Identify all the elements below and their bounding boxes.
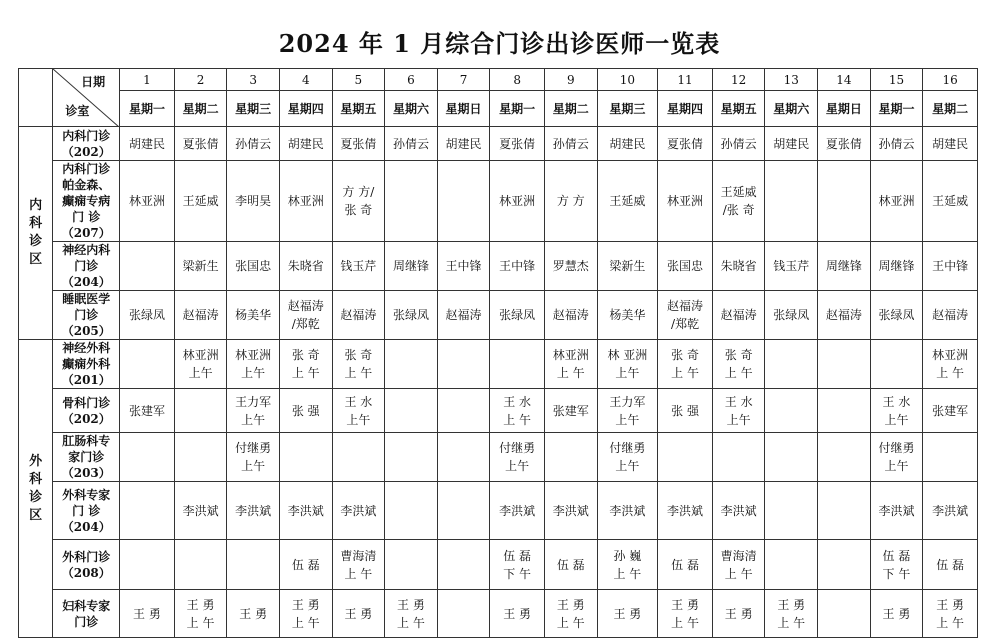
weekday-cell: 星期六 [385, 91, 438, 127]
doctor-cell [490, 340, 545, 389]
doctor-cell: 夏张倩 [332, 127, 385, 161]
doctor-cell: 胡建民 [279, 127, 332, 161]
dept-name-cell: 外科门诊 （208） [53, 540, 120, 590]
doctor-cell [437, 161, 490, 242]
doctor-cell: 伍 磊 [279, 540, 332, 590]
weekday-cell: 星期一 [120, 91, 175, 127]
doctor-cell: 朱晓省 [712, 242, 765, 291]
doctor-cell: 张绿凤 [870, 291, 923, 340]
doctor-cell: 张绿凤 [490, 291, 545, 340]
doctor-cell [437, 540, 490, 590]
weekday-cell: 星期五 [712, 91, 765, 127]
area-name: 外科诊区 [29, 453, 43, 523]
date-cell: 7 [437, 69, 490, 91]
doctor-cell: 王 勇 [120, 590, 175, 638]
doctor-cell: 李洪斌 [490, 482, 545, 540]
doctor-cell: 赵福涛 [544, 291, 597, 340]
weekday-cell: 星期五 [332, 91, 385, 127]
doctor-cell: 周继锋 [385, 242, 438, 291]
doctor-cell: 付继勇 上午 [490, 433, 545, 482]
weekday-cell: 星期二 [174, 91, 227, 127]
doctor-cell [765, 340, 818, 389]
doctor-cell: 张国忠 [227, 242, 280, 291]
doctor-cell [385, 340, 438, 389]
doctor-cell [174, 433, 227, 482]
doctor-cell: 赵福涛 [332, 291, 385, 340]
doctor-cell [437, 433, 490, 482]
doctor-cell: 林亚洲 [870, 161, 923, 242]
doctor-cell: 孙倩云 [712, 127, 765, 161]
area-name: 内科诊区 [29, 198, 43, 267]
doctor-cell: 孙倩云 [870, 127, 923, 161]
doctor-cell: 周继锋 [818, 242, 871, 291]
date-cell: 12 [712, 69, 765, 91]
doctor-cell: 赵福涛 [818, 291, 871, 340]
doctor-cell: 孙倩云 [544, 127, 597, 161]
date-cell: 3 [227, 69, 280, 91]
doctor-cell: 曹海清 上 午 [712, 540, 765, 590]
doctor-cell: 赵福涛 [437, 291, 490, 340]
doctor-cell [120, 482, 175, 540]
doctor-cell: 李洪斌 [279, 482, 332, 540]
doctor-cell: 胡建民 [923, 127, 978, 161]
doctor-cell: 孙倩云 [385, 127, 438, 161]
doctor-cell: 王力军 上午 [227, 389, 280, 433]
doctor-cell: 伍 磊 [923, 540, 978, 590]
doctor-cell [658, 433, 713, 482]
doctor-cell: 付继勇 上午 [870, 433, 923, 482]
doctor-cell [120, 433, 175, 482]
doctor-cell [437, 482, 490, 540]
date-cell: 1 [120, 69, 175, 91]
doctor-cell: 王中锋 [490, 242, 545, 291]
doctor-cell [437, 389, 490, 433]
header-blank-cell [19, 69, 53, 127]
doctor-cell: 孙 巍 上 午 [597, 540, 658, 590]
doctor-cell [818, 161, 871, 242]
doctor-cell: 王 勇 上 午 [544, 590, 597, 638]
date-cell: 5 [332, 69, 385, 91]
doctor-cell [437, 340, 490, 389]
doctor-cell: 王 勇 [227, 590, 280, 638]
area-cell [19, 127, 53, 340]
doctor-cell: 罗慧杰 [544, 242, 597, 291]
schedule-table [18, 68, 978, 638]
dept-name-cell: 外科专家 门 诊 （204） [53, 482, 120, 540]
doctor-cell: 胡建民 [597, 127, 658, 161]
dept-name-cell: 骨科门诊 （202） [53, 389, 120, 433]
doctor-cell: 王 水 上午 [332, 389, 385, 433]
doctor-cell: 朱晓省 [279, 242, 332, 291]
doctor-cell: 夏张倩 [490, 127, 545, 161]
doctor-cell: 王 勇 上 午 [174, 590, 227, 638]
doctor-cell: 王 勇 上 午 [658, 590, 713, 638]
date-cell: 9 [544, 69, 597, 91]
weekday-cell: 星期一 [490, 91, 545, 127]
doctor-cell: 李洪斌 [544, 482, 597, 540]
doctor-cell [818, 340, 871, 389]
doctor-cell: 王延威 [597, 161, 658, 242]
doctor-cell [765, 482, 818, 540]
doctor-cell: 夏张倩 [658, 127, 713, 161]
header-corner-cell [53, 69, 120, 127]
doctor-cell: 夏张倩 [174, 127, 227, 161]
doctor-cell: 李洪斌 [712, 482, 765, 540]
doctor-cell: 付继勇 上午 [227, 433, 280, 482]
doctor-cell: 林亚洲 [279, 161, 332, 242]
doctor-cell: 王延威 /张 奇 [712, 161, 765, 242]
doctor-cell [923, 433, 978, 482]
doctor-cell: 伍 磊 下 午 [490, 540, 545, 590]
doctor-cell [818, 482, 871, 540]
doctor-cell [174, 540, 227, 590]
doctor-cell [765, 433, 818, 482]
weekday-cell: 星期一 [870, 91, 923, 127]
date-cell: 2 [174, 69, 227, 91]
doctor-cell: 王 勇 上 午 [765, 590, 818, 638]
doctor-cell [385, 161, 438, 242]
dept-name-cell: 内科门诊 帕金森、 癫痫专病 门 诊 （207） [53, 161, 120, 242]
doctor-cell: 杨美华 [597, 291, 658, 340]
doctor-cell: 方 方 [544, 161, 597, 242]
doctor-cell [765, 389, 818, 433]
doctor-cell: 胡建民 [120, 127, 175, 161]
doctor-cell: 梁新生 [597, 242, 658, 291]
doctor-cell: 王 勇 上 午 [923, 590, 978, 638]
doctor-cell: 张建军 [923, 389, 978, 433]
date-cell: 14 [818, 69, 871, 91]
weekday-cell: 星期日 [437, 91, 490, 127]
date-label: 日期 [81, 75, 106, 89]
doctor-cell [174, 389, 227, 433]
doctor-cell: 李洪斌 [332, 482, 385, 540]
schedule-row [19, 340, 978, 389]
doctor-cell: 张建军 [544, 389, 597, 433]
doctor-cell: 李明昊 [227, 161, 280, 242]
doctor-cell: 张 奇 上 午 [658, 340, 713, 389]
doctor-cell: 王中锋 [437, 242, 490, 291]
doctor-cell: 伍 磊 下 午 [870, 540, 923, 590]
header-dates-row [19, 69, 978, 91]
date-cell: 13 [765, 69, 818, 91]
doctor-cell [870, 340, 923, 389]
date-cell: 6 [385, 69, 438, 91]
doctor-cell: 梁新生 [174, 242, 227, 291]
doctor-cell [712, 433, 765, 482]
dept-name-cell: 睡眠医学 门诊 （205） [53, 291, 120, 340]
doctor-cell: 张 奇 上 午 [279, 340, 332, 389]
doctor-cell: 赵福涛 [174, 291, 227, 340]
doctor-cell: 伍 磊 [544, 540, 597, 590]
doctor-cell: 李洪斌 [227, 482, 280, 540]
doctor-cell: 王 勇 上 午 [385, 590, 438, 638]
doctor-cell: 王 水 上午 [870, 389, 923, 433]
doctor-cell: 林亚洲 上午 [227, 340, 280, 389]
schedule-row [19, 242, 978, 291]
date-cell: 10 [597, 69, 658, 91]
date-cell: 15 [870, 69, 923, 91]
doctor-cell: 孙倩云 [227, 127, 280, 161]
dept-name-cell: 妇科专家 门诊 [53, 590, 120, 638]
doctor-cell: 李洪斌 [597, 482, 658, 540]
doctor-cell [765, 540, 818, 590]
doctor-cell: 王延威 [923, 161, 978, 242]
doctor-cell: 林亚洲 上 午 [544, 340, 597, 389]
doctor-cell: 王 勇 [490, 590, 545, 638]
doctor-cell: 林亚洲 [658, 161, 713, 242]
doctor-cell: 王 水 上 午 [490, 389, 545, 433]
header-weekday-row [19, 91, 978, 127]
doctor-cell [385, 482, 438, 540]
doctor-cell: 伍 磊 [658, 540, 713, 590]
weekday-cell: 星期二 [923, 91, 978, 127]
weekday-cell: 星期日 [818, 91, 871, 127]
doctor-cell: 王 勇 上 午 [279, 590, 332, 638]
doctor-cell: 张 强 [658, 389, 713, 433]
doctor-cell: 王延威 [174, 161, 227, 242]
date-cell: 16 [923, 69, 978, 91]
doctor-cell: 林亚洲 [120, 161, 175, 242]
doctor-cell: 王力军 上午 [597, 389, 658, 433]
doctor-cell: 王 勇 [597, 590, 658, 638]
doctor-cell [818, 540, 871, 590]
page-title: 2024 年 1 月综合门诊出诊医师一览表 [278, 29, 721, 58]
doctor-cell [120, 242, 175, 291]
doctor-cell: 王 勇 [712, 590, 765, 638]
schedule-row [19, 161, 978, 242]
dept-label: 诊室 [65, 104, 90, 118]
doctor-cell [818, 590, 871, 638]
dept-name-cell: 神经外科 癫痫外科 （201） [53, 340, 120, 389]
doctor-cell [385, 540, 438, 590]
doctor-cell [818, 433, 871, 482]
doctor-cell: 王 水 上午 [712, 389, 765, 433]
schedule-row [19, 433, 978, 482]
doctor-cell: 胡建民 [437, 127, 490, 161]
doctor-cell [332, 433, 385, 482]
area-cell [19, 340, 53, 638]
doctor-cell: 夏张倩 [818, 127, 871, 161]
date-cell: 11 [658, 69, 713, 91]
schedule-row [19, 291, 978, 340]
weekday-cell: 星期六 [765, 91, 818, 127]
doctor-cell: 张绿凤 [385, 291, 438, 340]
doctor-cell: 张国忠 [658, 242, 713, 291]
doctor-cell [385, 433, 438, 482]
doctor-cell: 赵福涛 [923, 291, 978, 340]
doctor-cell: 林 亚洲 上午 [597, 340, 658, 389]
doctor-cell: 杨美华 [227, 291, 280, 340]
weekday-cell: 星期二 [544, 91, 597, 127]
doctor-cell: 钱玉芹 [765, 242, 818, 291]
dept-name-cell: 内科门诊 （202） [53, 127, 120, 161]
date-cell: 8 [490, 69, 545, 91]
doctor-cell [437, 590, 490, 638]
doctor-cell: 赵福涛 [712, 291, 765, 340]
date-cell: 4 [279, 69, 332, 91]
doctor-cell: 王 勇 [870, 590, 923, 638]
doctor-cell: 王 勇 [332, 590, 385, 638]
schedule-row [19, 590, 978, 638]
doctor-cell: 张 奇 上 午 [332, 340, 385, 389]
doctor-cell [544, 433, 597, 482]
doctor-cell: 李洪斌 [870, 482, 923, 540]
weekday-cell: 星期四 [279, 91, 332, 127]
doctor-cell: 李洪斌 [923, 482, 978, 540]
schedule-row [19, 127, 978, 161]
doctor-cell [120, 540, 175, 590]
doctor-cell: 曹海清 上 午 [332, 540, 385, 590]
doctor-cell: 张 奇 上 午 [712, 340, 765, 389]
doctor-cell: 胡建民 [765, 127, 818, 161]
weekday-cell: 星期四 [658, 91, 713, 127]
schedule-row [19, 389, 978, 433]
doctor-cell: 张 强 [279, 389, 332, 433]
dept-name-cell: 肛肠科专 家门诊 （203） [53, 433, 120, 482]
doctor-cell: 张绿凤 [765, 291, 818, 340]
doctor-cell [765, 161, 818, 242]
doctor-cell: 林亚洲 上 午 [923, 340, 978, 389]
doctor-cell [279, 433, 332, 482]
doctor-cell: 张绿凤 [120, 291, 175, 340]
schedule-row [19, 540, 978, 590]
weekday-cell: 星期三 [597, 91, 658, 127]
weekday-cell: 星期三 [227, 91, 280, 127]
doctor-cell [385, 389, 438, 433]
doctor-cell: 赵福涛 /郑乾 [658, 291, 713, 340]
doctor-cell [120, 340, 175, 389]
doctor-cell: 李洪斌 [658, 482, 713, 540]
doctor-cell [227, 540, 280, 590]
doctor-cell [818, 389, 871, 433]
schedule-row [19, 482, 978, 540]
dept-name-cell: 神经内科 门诊 （204） [53, 242, 120, 291]
doctor-cell: 方 方/ 张 奇 [332, 161, 385, 242]
doctor-cell: 王中锋 [923, 242, 978, 291]
doctor-cell: 周继锋 [870, 242, 923, 291]
doctor-cell: 张建军 [120, 389, 175, 433]
doctor-cell: 李洪斌 [174, 482, 227, 540]
doctor-cell: 赵福涛 /郑乾 [279, 291, 332, 340]
doctor-cell: 林亚洲 [490, 161, 545, 242]
doctor-cell: 付继勇 上午 [597, 433, 658, 482]
doctor-cell: 钱玉芹 [332, 242, 385, 291]
doctor-cell: 林亚洲 上午 [174, 340, 227, 389]
